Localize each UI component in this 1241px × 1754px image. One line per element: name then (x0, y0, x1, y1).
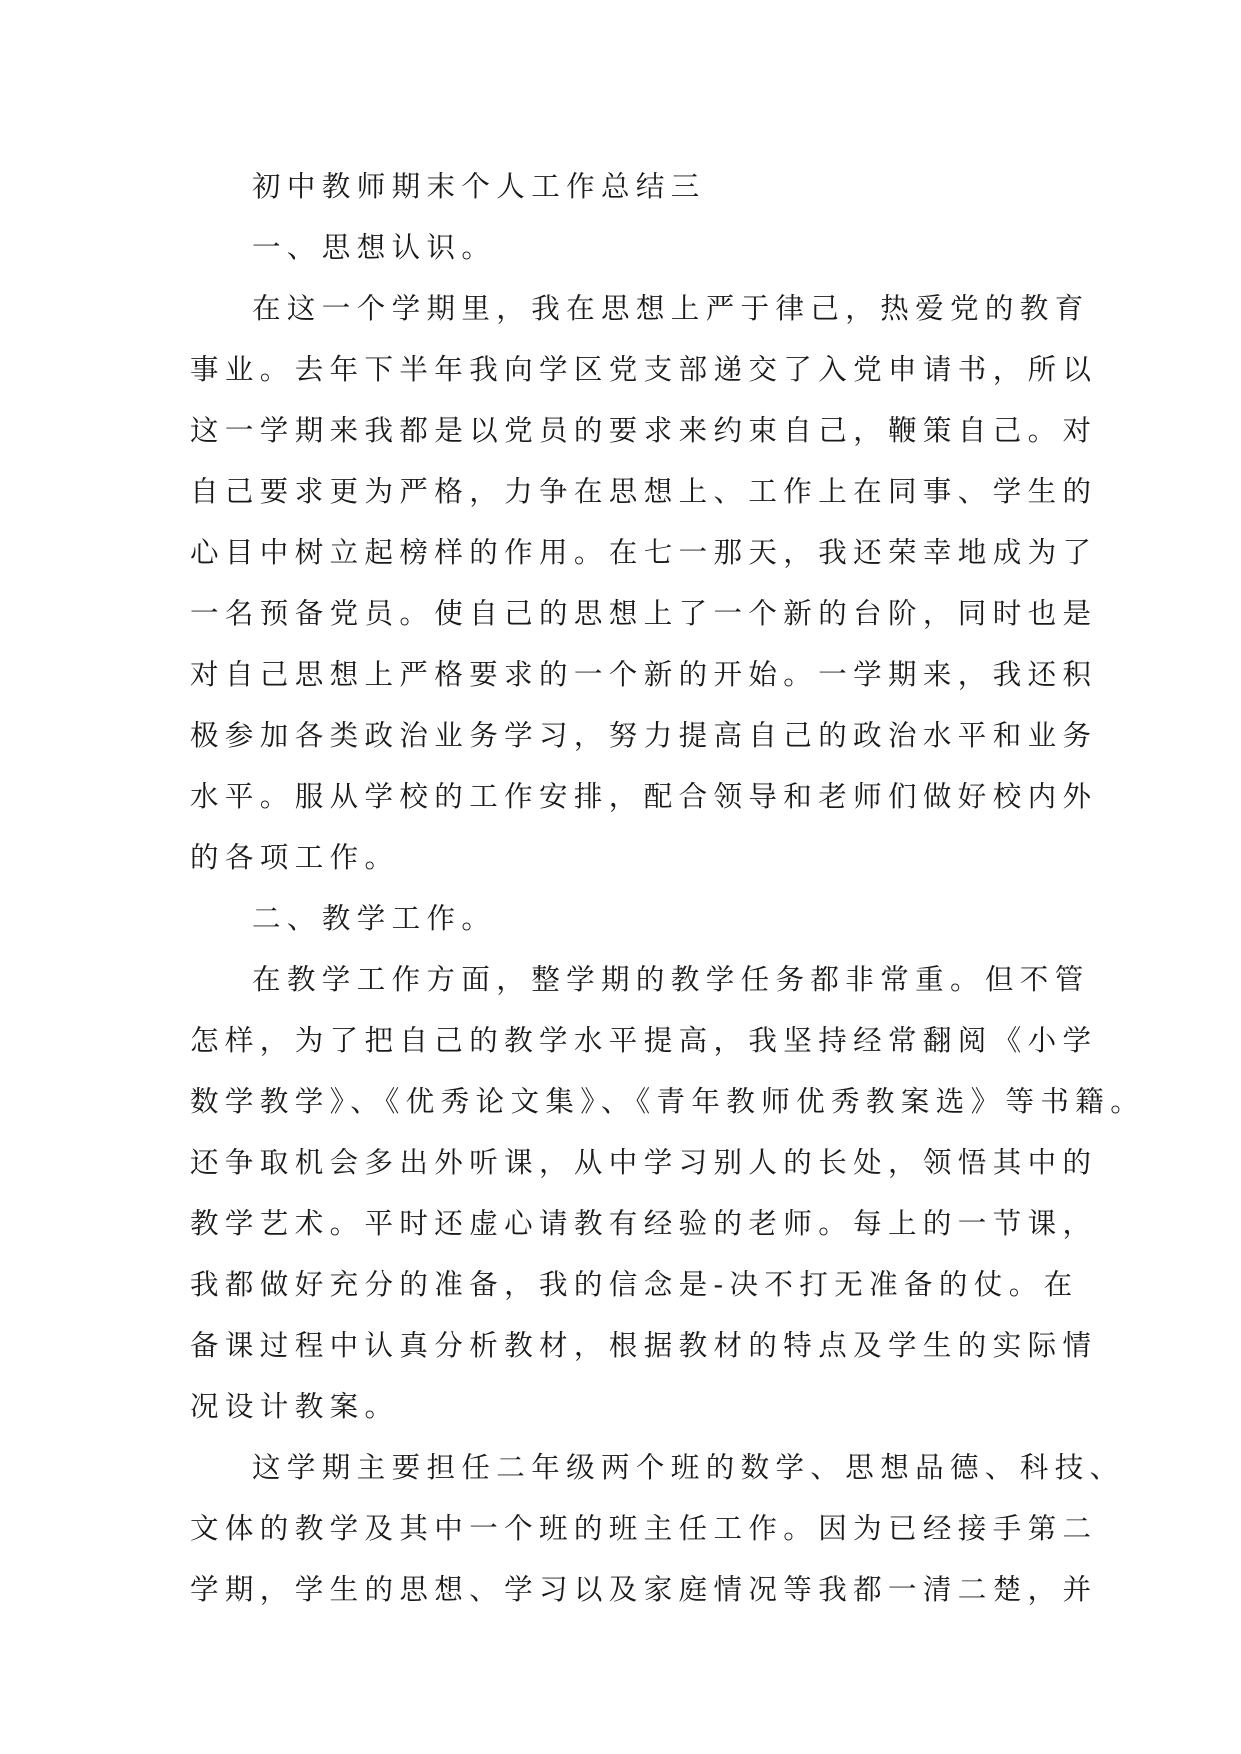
paragraph-line: 水平。服从学校的工作安排，配合领导和老师们做好校内外 (190, 780, 1098, 813)
document-body (190, 156, 1146, 1620)
paragraph-line: 这一学期来我都是以党员的要求来约束自己，鞭策自己。对 (190, 414, 1098, 447)
paragraph-line: 极参加各类政治业务学习，努力提高自己的政治水平和业务 (190, 719, 1098, 752)
paragraph-line: 的各项工作。 (190, 841, 400, 874)
paragraph-line: 自己要求更为严格，力争在思想上、工作上在同事、学生的 (190, 475, 1098, 508)
paragraph-3 (190, 1437, 1125, 1620)
section-heading-1: 一、思想认识。 (252, 231, 497, 264)
paragraph-1 (190, 278, 1098, 888)
paragraph-line: 数学教学》、《优秀论文集》、《青年教师优秀教案选》等书籍。 (190, 1085, 1146, 1118)
paragraph-line: 事业。去年下半年我向学区党支部递交了入党申请书，所以 (190, 353, 1098, 386)
document-title: 初中教师期末个人工作总结三 (252, 170, 706, 203)
paragraph-line: 一名预备党员。使自己的思想上了一个新的台阶，同时也是 (190, 597, 1098, 630)
paragraph-line: 在教学工作方面，整学期的教学任务都非常重。但不管 (252, 963, 1090, 996)
paragraph-line: 还争取机会多出外听课，从中学习别人的长处，领悟其中的 (190, 1146, 1098, 1179)
paragraph-line: 我都做好充分的准备，我的信念是-决不打无准备的仗。在 (190, 1268, 1079, 1301)
paragraph-2 (190, 949, 1146, 1437)
paragraph-line: 这学期主要担任二年级两个班的数学、思想品德、科技、 (252, 1451, 1125, 1484)
paragraph-line: 在这一个学期里，我在思想上严于律己，热爱党的教育 (252, 292, 1090, 325)
paragraph-line: 备课过程中认真分析教材，根据教材的特点及学生的实际情 (190, 1329, 1098, 1362)
section-heading-2: 二、教学工作。 (252, 902, 497, 935)
paragraph-line: 怎样，为了把自己的教学水平提高，我坚持经常翻阅《小学 (190, 1024, 1098, 1057)
paragraph-line: 况设计教案。 (190, 1390, 400, 1423)
paragraph-line: 对自己思想上严格要求的一个新的开始。一学期来，我还积 (190, 658, 1098, 691)
paragraph-line: 文体的教学及其中一个班的班主任工作。因为已经接手第二 (190, 1512, 1098, 1545)
paragraph-line: 心目中树立起榜样的作用。在七一那天，我还荣幸地成为了 (190, 536, 1098, 569)
paragraph-line: 教学艺术。平时还虚心请教有经验的老师。每上的一节课， (190, 1207, 1098, 1240)
paragraph-line: 学期，学生的思想、学习以及家庭情况等我都一清二楚，并 (190, 1573, 1098, 1606)
